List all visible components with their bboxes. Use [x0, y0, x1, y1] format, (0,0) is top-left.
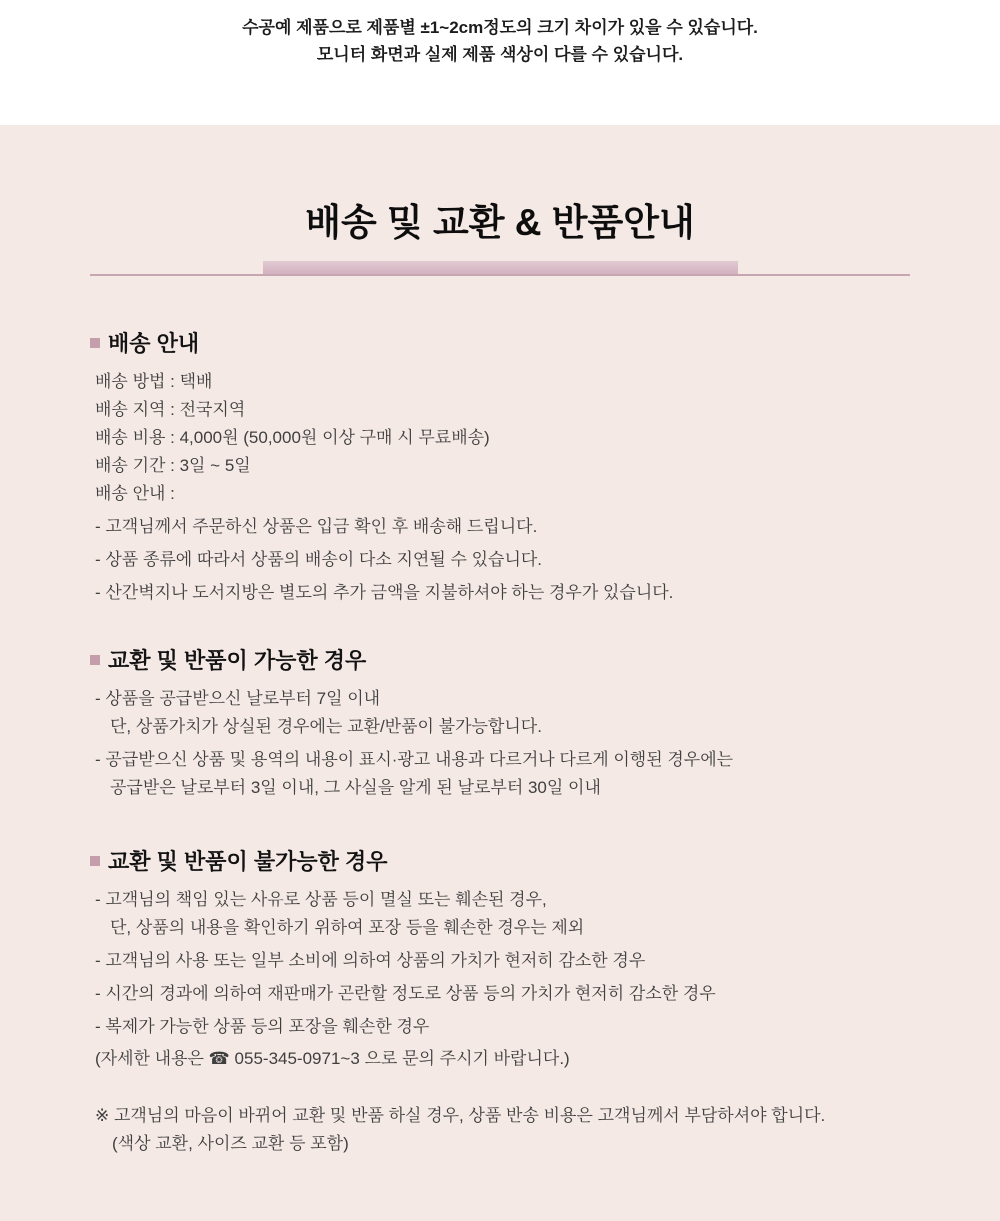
policy-line: - 산간벽지나 도서지방은 별도의 추가 금액을 지불하셔야 하는 경우가 있습니다. [95, 583, 674, 602]
title-underline-decoration [90, 261, 910, 276]
section-exchange-impossible [95, 850, 960, 1073]
section-shipping-info [95, 332, 960, 607]
square-bullet-icon [90, 655, 100, 665]
policy-content [0, 332, 1000, 1158]
policy-line: - 상품 종류에 따라서 상품의 배송이 다소 지연될 수 있습니다. [95, 550, 543, 569]
return-cost-footnote [95, 1102, 960, 1158]
policy-line: 배송 비용 : 4,000원 (50,000원 이상 구매 시 무료배송) [95, 428, 490, 447]
policy-line: - 고객님의 책임 있는 사유로 상품 등이 멸실 또는 훼손된 경우, [95, 890, 547, 909]
section-heading-exchange-impossible [90, 850, 960, 874]
policy-line: 배송 안내 : [95, 484, 175, 503]
section-heading-label: 교환 및 반품이 가능한 경우 [108, 648, 367, 673]
square-bullet-icon [90, 338, 100, 348]
square-bullet-icon [90, 856, 100, 866]
section-heading-label: 교환 및 반품이 불가능한 경우 [108, 849, 388, 874]
handmade-disclaimer [0, 0, 1000, 125]
section-heading-label: 배송 안내 [108, 331, 200, 356]
policy-line: - 고객님께서 주문하신 상품은 입금 확인 후 배송해 드립니다. [95, 517, 538, 536]
policy-line: 배송 기간 : 3일 ~ 5일 [95, 456, 251, 475]
policy-line: 단, 상품의 내용을 확인하기 위하여 포장 등을 훼손한 경우는 제외 [110, 918, 585, 937]
policy-line: - 고객님의 사용 또는 일부 소비에 의하여 상품의 가치가 현저히 감소한 경우 [95, 951, 646, 970]
policy-line: - 시간의 경과에 의하여 재판매가 곤란할 정도로 상품 등의 가치가 현저히 감소한 경우 [95, 984, 716, 1003]
section-heading-exchange-possible [90, 649, 960, 673]
policy-line: 단, 상품가치가 상실된 경우에는 교환/반품이 불가능합니다. [110, 717, 542, 736]
disclaimer-line-2: 모니터 화면과 실제 제품 색상이 다를 수 있습니다. [316, 45, 684, 64]
policy-line: - 상품을 공급받으신 날로부터 7일 이내 [95, 689, 381, 708]
policy-line: - 복제가 가능한 상품 등의 포장을 훼손한 경우 [95, 1017, 430, 1036]
title-underline-bar [263, 261, 738, 274]
policy-line: 공급받은 날로부터 3일 이내, 그 사실을 알게 된 날로부터 30일 이내 [110, 778, 601, 797]
section-exchange-possible [95, 649, 960, 802]
footnote-line: ※ 고객님의 마음이 바뀌어 교환 및 반품 하실 경우, 상품 반송 비용은 고객님께서 부담하셔야 합니다. [95, 1106, 826, 1125]
policy-line: 배송 지역 : 전국지역 [95, 400, 246, 419]
policy-line: 배송 방법 : 택배 [95, 372, 213, 391]
section-heading-shipping [90, 332, 960, 356]
shipping-returns-panel [0, 125, 1000, 1221]
disclaimer-line-1: 수공예 제품으로 제품별 ±1~2cm정도의 크기 차이가 있을 수 있습니다. [242, 18, 758, 37]
contact-phone-line: (자세한 내용은 ☎ 055-345-0971~3 으로 문의 주시기 바랍니다.) [95, 1049, 570, 1068]
panel-title: 배송 및 교환 & 반품안내 [305, 202, 695, 243]
footnote-detail-line: (색상 교환, 사이즈 교환 등 포함) [112, 1134, 349, 1153]
policy-line: - 공급받으신 상품 및 용역의 내용이 표시·광고 내용과 다르거나 다르게 이행된 경우에는 [95, 750, 734, 769]
